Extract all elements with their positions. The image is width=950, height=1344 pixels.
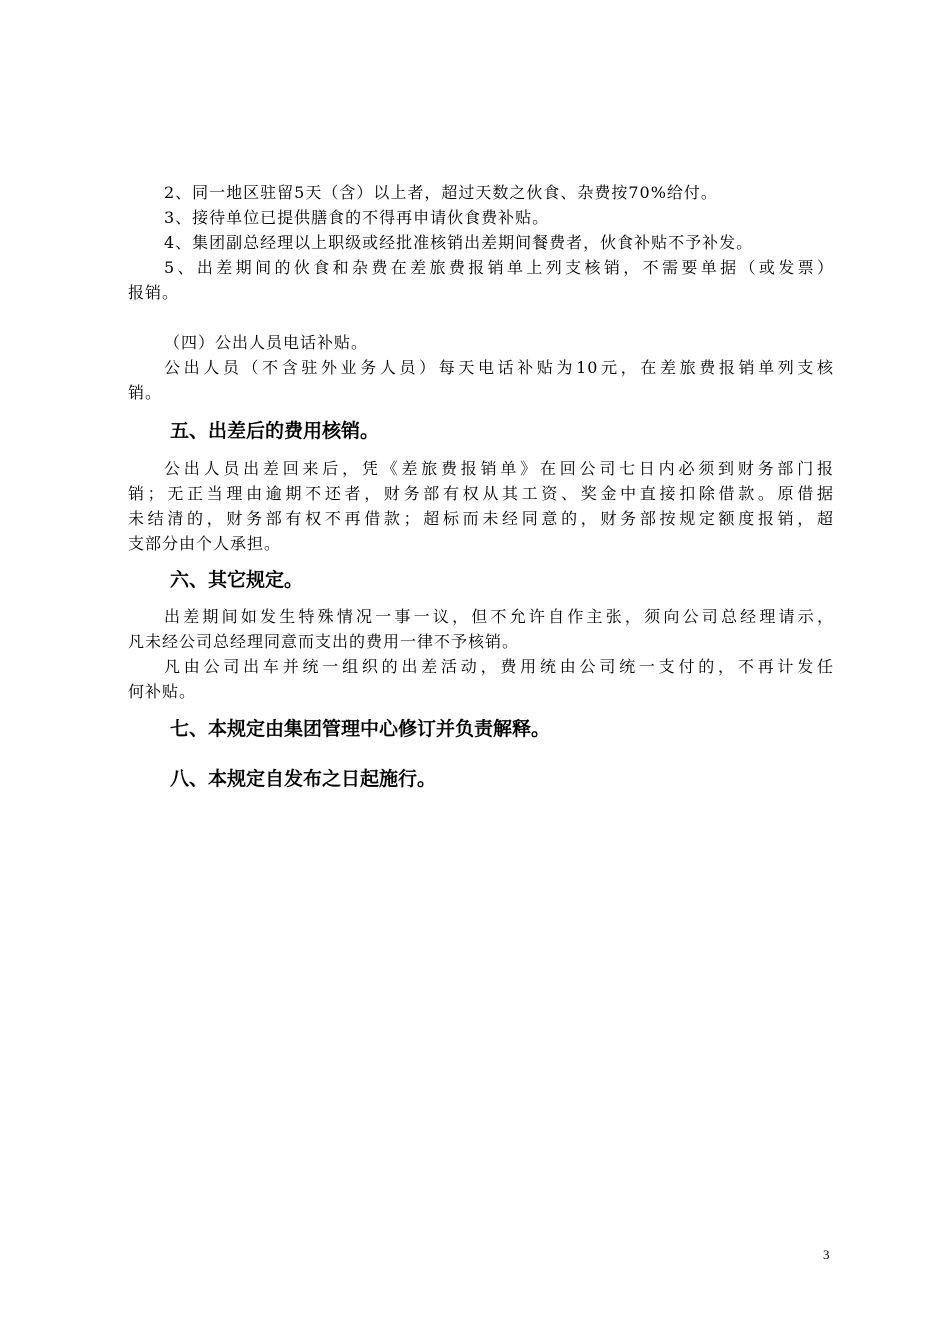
phone-subsidy-line-1: 公出人员（不含驻外业务人员）每天电话补贴为10元，在差旅费报销单列支核 [164,358,834,377]
section-5-line-3: 未结清的，财务部有权不再借款；超标而未经同意的，财务部按规定额度报销，超 [128,509,834,528]
section-8-heading: 八、本规定自发布之日起施行。 [170,768,437,790]
section-5-line-2: 销；无正当理由逾期不还者，财务部有权从其工资、奖金中直接扣除借款。原借据 [128,484,834,503]
item-3: 3、接待单位已提供膳食的不得再申请伙食费补贴。 [164,208,550,227]
item-4: 4、集团副总经理以上职级或经批准核销出差期间餐费者，伙食补贴不予补发。 [164,233,754,252]
item-2: 2、同一地区驻留5天（含）以上者，超过天数之伙食、杂费按70%给付。 [164,183,718,202]
phone-subsidy-title: （四）公出人员电话补贴。 [164,333,369,352]
section-5-line-1: 公出人员出差回来后，凭《差旅费报销单》在回公司七日内必须到财务部门报 [164,459,834,478]
section-6-p2-line-2: 何补贴。 [128,682,197,701]
section-5-line-4: 支部分由个人承担。 [128,534,282,553]
phone-subsidy-line-2: 销。 [128,383,163,402]
section-7-heading: 七、本规定由集团管理中心修订并负责解释。 [170,718,551,740]
item-5-line-2: 报销。 [128,283,180,302]
page-number: 3 [823,1247,830,1262]
section-5-heading: 五、出差后的费用核销。 [170,420,380,442]
section-6-p1-line-2: 凡未经公司总经理同意而支出的费用一律不予核销。 [128,632,520,651]
section-6-p1-line-1: 出差期间如发生特殊情况一事一议，但不允许自作主张，须向公司总经理请示， [164,607,834,626]
section-6-p2-line-1: 凡由公司出车并统一组织的出差活动，费用统由公司统一支付的，不再计发任 [164,657,834,676]
item-5-line-1: 5、出差期间的伙食和杂费在差旅费报销单上列支核销，不需要单据（或发票） [164,258,834,277]
section-6-heading: 六、其它规定。 [170,569,304,591]
